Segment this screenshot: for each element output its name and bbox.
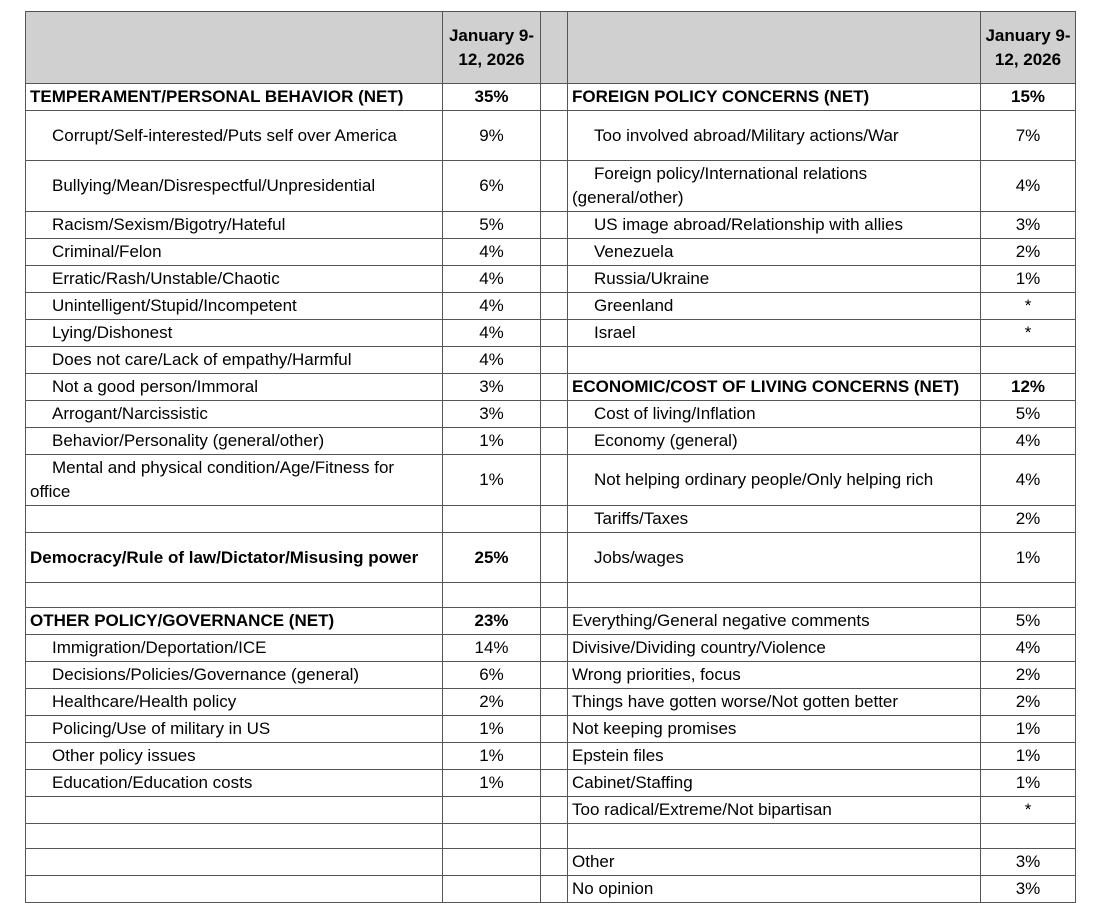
table-row [26,608,1076,635]
right-label: Everything/General negative comments [568,608,981,635]
table-row [26,635,1076,662]
table-row [26,111,1076,161]
left-label [26,849,443,876]
right-value: 1% [981,266,1076,293]
spacer-cell [541,239,568,266]
spacer-cell [541,161,568,212]
spacer-cell [541,770,568,797]
spacer-cell [541,320,568,347]
table-row [26,662,1076,689]
left-label: Decisions/Policies/Governance (general) [26,662,443,689]
table-row [26,428,1076,455]
table-row [26,401,1076,428]
right-value: * [981,293,1076,320]
right-value: 5% [981,401,1076,428]
spacer-cell [541,662,568,689]
left-label: Healthcare/Health policy [26,689,443,716]
left-value: 5% [443,212,541,239]
right-category-foreign-policy-net: FOREIGN POLICY CONCERNS (NET) [568,84,981,111]
left-label: Corrupt/Self-interested/Puts self over America [26,111,443,161]
right-label: Things have gotten worse/Not gotten better [568,689,981,716]
right-value: 7% [981,111,1076,161]
table-row [26,770,1076,797]
header-right-label [568,12,981,84]
right-value: 4% [981,635,1076,662]
table-row [26,824,1076,849]
table-row [26,212,1076,239]
spacer-cell [541,374,568,401]
left-value: 6% [443,161,541,212]
left-value: 4% [443,347,541,374]
right-label: Venezuela [568,239,981,266]
spacer-cell [541,428,568,455]
right-label: Not helping ordinary people/Only helping rich [568,455,981,506]
left-value: 14% [443,635,541,662]
left-value: 25% [443,533,541,583]
right-label: Tariffs/Taxes [568,506,981,533]
right-value: 4% [981,455,1076,506]
right-label: Jobs/wages [568,533,981,583]
table-row [26,689,1076,716]
spacer-cell [541,689,568,716]
right-label: Russia/Ukraine [568,266,981,293]
right-value: 5% [981,608,1076,635]
right-value: 2% [981,662,1076,689]
left-label: Not a good person/Immoral [26,374,443,401]
right-label: Foreign policy/International relations (general/other) [568,161,981,212]
left-label: Immigration/Deportation/ICE [26,635,443,662]
spacer-cell [541,716,568,743]
right-value: 4% [981,428,1076,455]
right-value: 3% [981,876,1076,903]
right-value: 3% [981,212,1076,239]
left-label: Unintelligent/Stupid/Incompetent [26,293,443,320]
left-label [26,583,443,608]
right-value: 1% [981,716,1076,743]
right-label: Cost of living/Inflation [568,401,981,428]
left-value: 1% [443,716,541,743]
left-label: Policing/Use of military in US [26,716,443,743]
right-label: Other [568,849,981,876]
left-label: Arrogant/Narcissistic [26,401,443,428]
left-value: 6% [443,662,541,689]
table-row [26,583,1076,608]
right-value: 1% [981,533,1076,583]
right-label: Wrong priorities, focus [568,662,981,689]
right-value: 1% [981,743,1076,770]
left-value [443,824,541,849]
right-label: Cabinet/Staffing [568,770,981,797]
right-label: Not keeping promises [568,716,981,743]
left-label [26,876,443,903]
spacer-cell [541,455,568,506]
spacer-cell [541,635,568,662]
left-label: Lying/Dishonest [26,320,443,347]
table-row [26,293,1076,320]
left-category-temperament-net: TEMPERAMENT/PERSONAL BEHAVIOR (NET) [26,84,443,111]
left-label: Education/Education costs [26,770,443,797]
left-value: 3% [443,401,541,428]
right-label [568,347,981,374]
right-label [568,824,981,849]
left-value: 4% [443,293,541,320]
spacer-cell [541,347,568,374]
right-label: Divisive/Dividing country/Violence [568,635,981,662]
right-value: 2% [981,239,1076,266]
right-category-economic-net: ECONOMIC/COST OF LIVING CONCERNS (NET) [568,374,981,401]
left-label: Racism/Sexism/Bigotry/Hateful [26,212,443,239]
table-row [26,876,1076,903]
right-value: * [981,320,1076,347]
left-value: 3% [443,374,541,401]
left-label: Criminal/Felon [26,239,443,266]
table-row [26,347,1076,374]
table-row [26,849,1076,876]
right-label [568,583,981,608]
header-right-date: January 9-12, 2026 [981,12,1076,84]
spacer-cell [541,876,568,903]
spacer-cell [541,608,568,635]
left-value [443,849,541,876]
spacer-cell [541,111,568,161]
right-value: 1% [981,770,1076,797]
right-label: US image abroad/Relationship with allies [568,212,981,239]
left-value: 1% [443,455,541,506]
header-spacer [541,12,568,84]
spacer-cell [541,824,568,849]
left-label: Bullying/Mean/Disrespectful/Unpresidential [26,161,443,212]
spacer-cell [541,583,568,608]
right-label: Economy (general) [568,428,981,455]
right-value: 12% [981,374,1076,401]
left-label: Mental and physical condition/Age/Fitness for office [26,455,443,506]
right-value: 2% [981,506,1076,533]
survey-results-table [25,11,1076,903]
spacer-cell [541,266,568,293]
right-value [981,347,1076,374]
left-value [443,797,541,824]
left-label: Other policy issues [26,743,443,770]
right-label: Israel [568,320,981,347]
right-label: No opinion [568,876,981,903]
left-value: 4% [443,239,541,266]
left-label [26,506,443,533]
table-row [26,266,1076,293]
right-label: Epstein files [568,743,981,770]
header-left-label [26,12,443,84]
left-value: 1% [443,770,541,797]
left-category-other-policy-net: OTHER POLICY/GOVERNANCE (NET) [26,608,443,635]
left-value: 1% [443,743,541,770]
table-row [26,320,1076,347]
right-value [981,824,1076,849]
left-label: Erratic/Rash/Unstable/Chaotic [26,266,443,293]
spacer-cell [541,212,568,239]
left-value [443,583,541,608]
spacer-cell [541,401,568,428]
right-label: Too radical/Extreme/Not bipartisan [568,797,981,824]
header-left-date: January 9-12, 2026 [443,12,541,84]
table-row [26,533,1076,583]
left-label [26,797,443,824]
left-value: 2% [443,689,541,716]
right-value: 2% [981,689,1076,716]
right-value: 15% [981,84,1076,111]
spacer-cell [541,293,568,320]
left-value: 4% [443,266,541,293]
header-row [26,12,1076,84]
left-value: 23% [443,608,541,635]
left-value: 35% [443,84,541,111]
right-value: 4% [981,161,1076,212]
spacer-cell [541,797,568,824]
left-value: 1% [443,428,541,455]
left-value [443,506,541,533]
spacer-cell [541,849,568,876]
spacer-cell [541,84,568,111]
spacer-cell [541,533,568,583]
right-label: Greenland [568,293,981,320]
right-value: * [981,797,1076,824]
left-value [443,876,541,903]
right-label: Too involved abroad/Military actions/War [568,111,981,161]
spacer-cell [541,506,568,533]
left-label: Behavior/Personality (general/other) [26,428,443,455]
table-row [26,716,1076,743]
table-row [26,374,1076,401]
table-row [26,84,1076,111]
table-row [26,506,1076,533]
left-value: 4% [443,320,541,347]
left-value: 9% [443,111,541,161]
right-value [981,583,1076,608]
table-row [26,239,1076,266]
spacer-cell [541,743,568,770]
left-label: Does not care/Lack of empathy/Harmful [26,347,443,374]
right-value: 3% [981,849,1076,876]
table-row [26,455,1076,506]
table-row [26,161,1076,212]
left-category-democracy: Democracy/Rule of law/Dictator/Misusing power [26,533,443,583]
table-row [26,743,1076,770]
left-label [26,824,443,849]
table-row [26,797,1076,824]
